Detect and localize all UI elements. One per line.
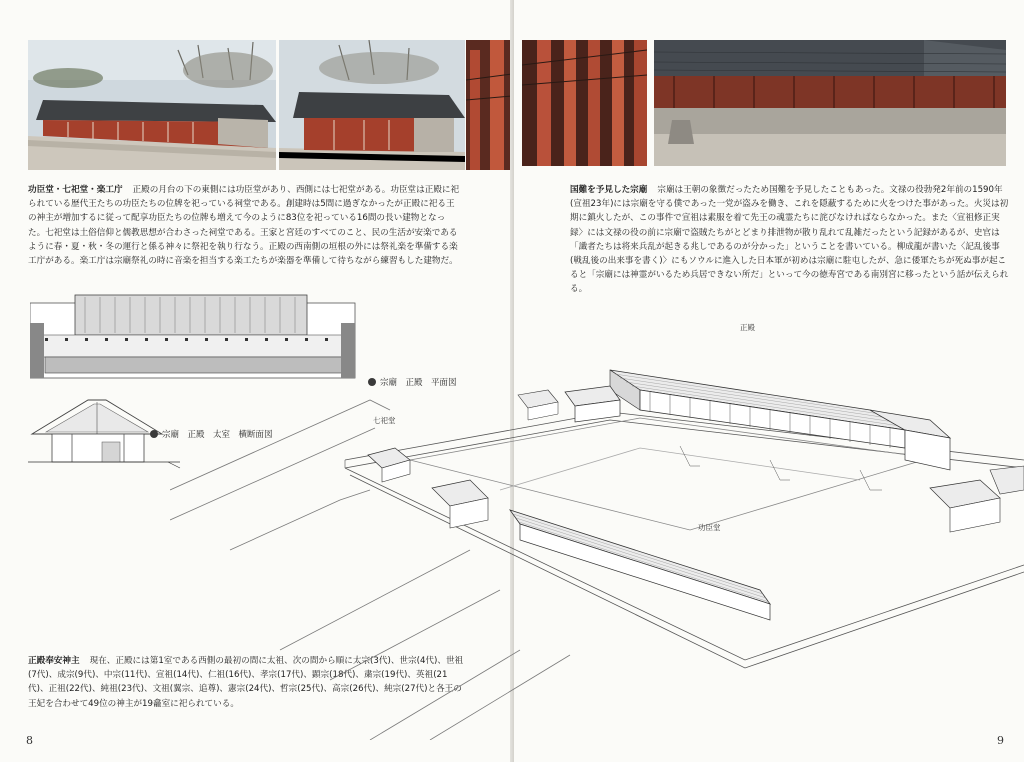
photo-columns-left — [466, 40, 512, 170]
section-title: 功臣堂・七祀堂・楽工庁 — [28, 185, 123, 195]
section-body: 正殿の月台の下の東側には功臣堂があり、西側には七祀堂がある。功臣堂は正殿に祀られている歴代王たちの功臣たちの位牌を祀っている祠堂である。創建時は5間に過ぎなかったが正殿に祀る王の神主が増加するに従って配享功臣たちの位牌も増えて今のように83位を祀っている16間の長い建物となった。七祀堂は土俗信仰と儒教思想が合わさった祠堂である。王家と宮廷のすべてのこと、民の生活が安楽であるように春・夏・秋・冬の運行と係る神々に祭祀を執り行なう。正殿の西南側の垣根の外には祭礼楽を準備する楽工庁がある。楽工庁は宗廟祭礼の時に音楽を担当する楽工たちが楽器を準備して待ちながら練習もした建物だ。 — [28, 185, 460, 267]
label-gongsindang: 功臣堂 — [698, 523, 721, 532]
photo-chilsadang — [279, 40, 465, 170]
page-number-left: 8 — [26, 734, 33, 747]
page-number-right: 9 — [997, 734, 1004, 747]
bullet-dot — [150, 430, 158, 438]
jongmyo-axonometric-drawing — [170, 320, 1024, 740]
photo-jeongjeon — [654, 40, 1006, 166]
photo-gongsindang-exterior — [28, 40, 276, 170]
section-foreseeing — [570, 183, 1010, 297]
south-gate-building — [432, 480, 488, 528]
section-body: 現在、正殿には第1室である西側の最初の間に太祖、次の間から順に太宗(3代)、世宗(4代)、世祖(7代)、成宗(9代)、中宗(11代)、宣祖(14代)、仁祖(16代)、孝宗(17代)、顕宗(18代)、粛宗(19代)、英祖(21代)、正祖(22代)、純祖(23代)、文祖(翼宗、追尊)、憲宗(24代)、哲宗(25代)、高宗(26代)、純宗(27代)と各王の王妃を合わせて49位の神主が19龕室に祀られている。 — [28, 656, 464, 709]
section-gongsindang — [28, 183, 462, 268]
plan-caption-text: 宗廟 正殿 平面図 — [380, 378, 457, 388]
chilsadang-building — [368, 448, 410, 482]
section-body: 宗廟は王朝の象徴だったため国難を予見したこともあった。文禄の役勃発2年前の1590年(宣祖23年)には宗廟を守る僕であった一党が盗みを働き、これを隠蔽するために火をつけた事があった。火災は初期に鎮火したが、この事件で宣祖は素服を着て先王の魂霊たちに詫びなければならなかった。また〈宣祖修正実録〉には文禄の役の前に宗廟で盗賊たちがとどまり排泄物が散り乱れて乱雑だったという記録があるが、史官は「識者たちは将来兵乱が起きる兆しであるのが分かった」ということを書いている。柳成龍が書いた〈記乱後事(戦乱後の出来事を書く)〉にもソウルに進入した日本軍が初めは宗廟に駐屯したが、急に倭軍たちが死ぬ事が起こると「宗廟には神霊がいるため兵居できない所だ」といって今の徳寿宮である南別宮に移ったという話が伝えられる。 — [570, 185, 1009, 295]
label-jeongjeon: 正殿 — [740, 323, 755, 332]
east-gate-building — [930, 480, 1000, 532]
section-caption-text: 宗廟 正殿 太室 横断面図 — [162, 430, 273, 440]
section-title: 国難を予見した宗廟 — [570, 185, 648, 195]
east-corner-building — [990, 466, 1024, 494]
label-chilsadang: 七祀堂 — [373, 416, 396, 425]
west-gate-building — [518, 390, 558, 420]
gongsindang-building — [510, 510, 770, 620]
photo-columns-right — [522, 40, 647, 166]
jeongjeon-building — [565, 370, 950, 470]
section-title: 正殿奉安神主 — [28, 656, 80, 666]
